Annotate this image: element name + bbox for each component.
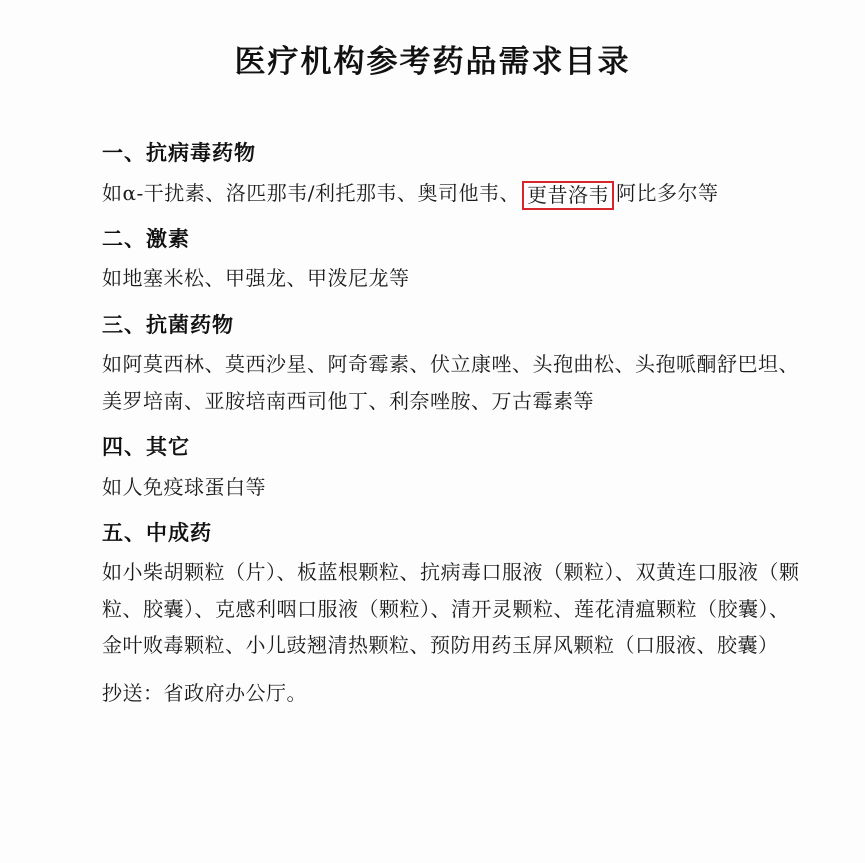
section-body: 如小柴胡颗粒（片）、板蓝根颗粒、抗病毒口服液（颗粒）、双黄连口服液（颗粒、胶囊）、克感利咽口服液（颗粒）、清开灵颗粒、莲花清瘟颗粒（胶囊）、金叶败毒颗粒、小儿豉翘清热颗粒、预防用药玉屏风颗粒（口服液、胶囊） [102, 560, 800, 658]
section-heading: 一、抗病毒药物 [102, 140, 256, 165]
section-other [58, 431, 807, 505]
section-heading: 五、中成药 [102, 519, 212, 545]
highlighted-drug: 更昔洛韦 [522, 181, 614, 210]
cc-line: 抄送：省政府办公厅。 [102, 680, 307, 705]
section-heading: 四、其它 [102, 434, 190, 460]
section-body-text-before: 如α-干扰素、洛匹那韦/利托那韦、奥司他韦、 [102, 180, 521, 205]
section-body: 如阿莫西林、莫西沙星、阿奇霉素、伏立康唑、头孢曲松、头孢哌酮舒巴坦、美罗培南、亚胺培南西司他丁、利奈唑胺、万古霉素等 [102, 352, 799, 413]
section-body: 如地塞米松、甲强龙、甲泼尼龙等 [102, 266, 410, 291]
document-body [58, 137, 807, 710]
section-tcm [58, 517, 807, 664]
section-heading: 三、抗菌药物 [102, 311, 234, 337]
section-body: 如人免疫球蛋白等 [102, 474, 266, 499]
section-hormones [58, 223, 807, 297]
section-body-text-after: 阿比多尔等 [616, 180, 719, 205]
section-heading: 二、激素 [102, 225, 190, 251]
section-antiviral [58, 137, 807, 211]
section-body [58, 175, 807, 211]
page-title: 医疗机构参考药品需求目录 [234, 44, 631, 80]
section-antibacterial [58, 309, 807, 419]
